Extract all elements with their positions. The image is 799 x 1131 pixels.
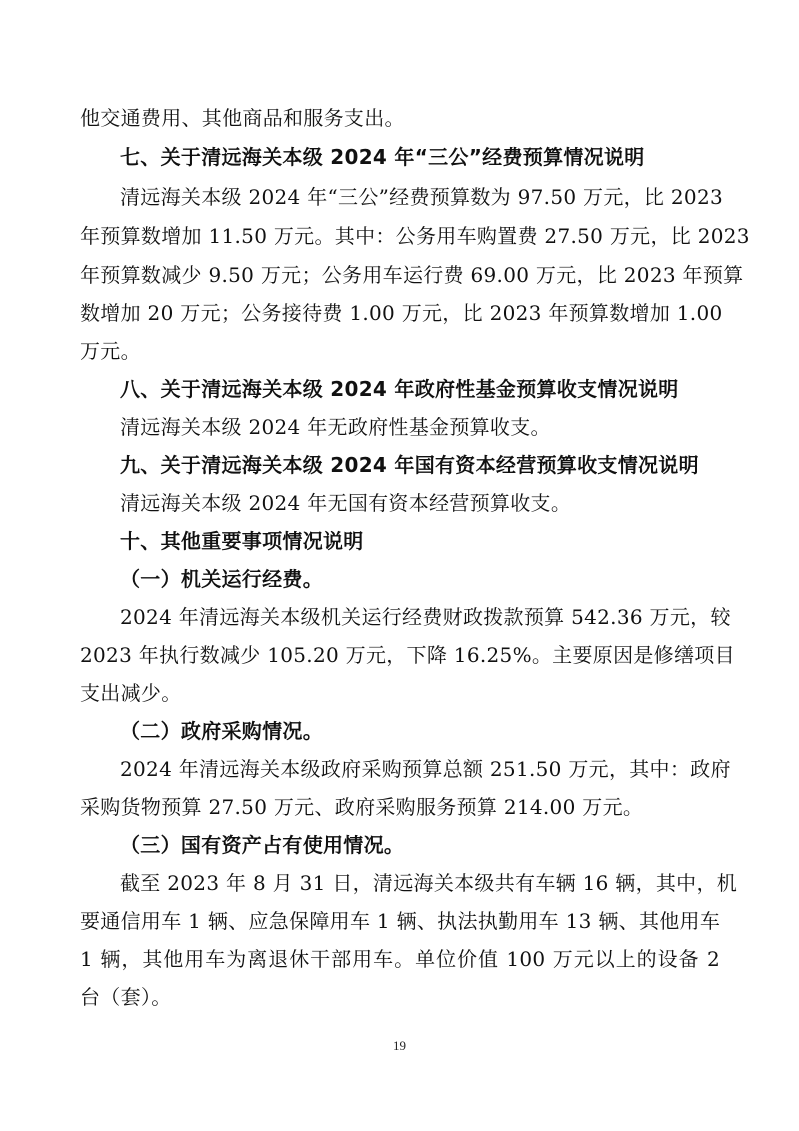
- subsection-heading-1: （一）机关运行经费。: [120, 567, 323, 591]
- body-text-line: 年预算数减少 9.50 万元；公务用车运行费 69.00 万元，比 2023 年预算: [80, 263, 744, 287]
- subsection-heading-2: （二）政府采购情况。: [120, 719, 323, 743]
- body-text-line: 采购货物预算 27.50 万元、政府采购服务预算 214.00 万元。: [80, 795, 644, 819]
- body-text-line: 清远海关本级 2024 年无政府性基金预算收支。: [120, 415, 551, 439]
- section-heading-8: 八、关于清远海关本级 2024 年政府性基金预算收支情况说明: [120, 377, 679, 401]
- body-text-line: 年预算数增加 11.50 万元。其中：公务用车购置费 27.50 万元，比 2023: [80, 224, 750, 248]
- body-text-line: 清远海关本级 2024 年“三公”经费预算数为 97.50 万元，比 2023: [120, 185, 723, 209]
- body-text-line: 他交通费用、其他商品和服务支出。: [80, 106, 405, 130]
- body-text-line: 台（套）。: [80, 985, 172, 1009]
- page-number: 19: [393, 1038, 406, 1053]
- body-text-line: 2023 年执行数减少 105.20 万元，下降 16.25%。主要原因是修缮项目: [80, 643, 735, 667]
- body-text-line: 要通信用车 1 辆、应急保障用车 1 辆、执法执勤用车 13 辆、其他用车: [80, 909, 721, 933]
- body-text-line: 清远海关本级 2024 年无国有资本经营预算收支。: [120, 491, 572, 515]
- body-text-line: 截至 2023 年 8 月 31 日，清远海关本级共有车辆 16 辆，其中，机: [120, 871, 738, 895]
- body-text-line: 万元。: [80, 339, 141, 363]
- body-text-line: 1 辆，其他用车为离退休干部用车。单位价值 100 万元以上的设备 2: [80, 947, 720, 971]
- body-text-line: 2024 年清远海关本级政府采购预算总额 251.50 万元，其中：政府: [120, 757, 731, 781]
- body-text-line: 支出减少。: [80, 681, 182, 705]
- body-text-line: 数增加 20 万元；公务接待费 1.00 万元，比 2023 年预算数增加 1.00: [80, 301, 723, 325]
- body-text-line: 2024 年清远海关本级机关运行经费财政拨款预算 542.36 万元，较: [120, 605, 731, 629]
- section-heading-10: 十、其他重要事项情况说明: [120, 529, 364, 553]
- section-heading-7: 七、关于清远海关本级 2024 年“三公”经费预算情况说明: [120, 145, 645, 169]
- section-heading-9: 九、关于清远海关本级 2024 年国有资本经营预算收支情况说明: [120, 453, 699, 477]
- subsection-heading-3: （三）国有资产占有使用情况。: [120, 833, 405, 857]
